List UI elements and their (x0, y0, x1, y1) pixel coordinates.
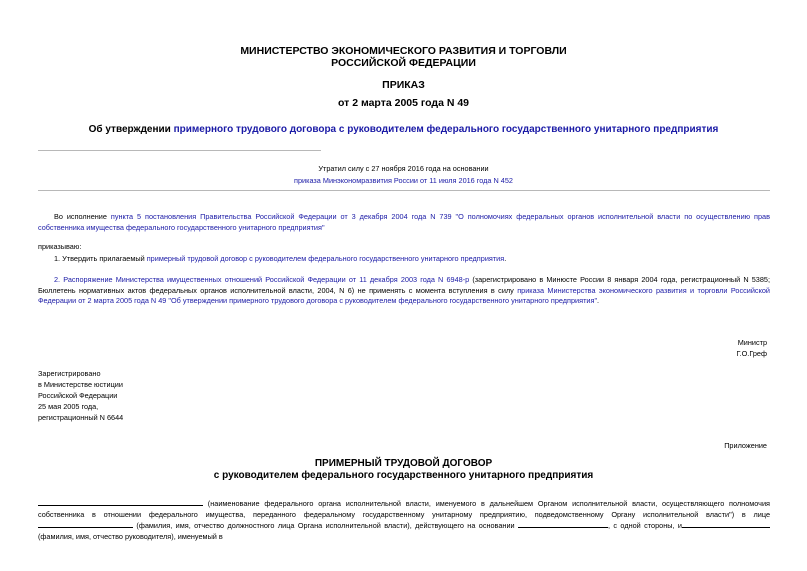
contract-intro-paragraph (38, 498, 770, 542)
blank-basis (518, 520, 608, 528)
contract-text1: (наименование федерального органа исполнительной власти, именуемого в дальнейшем Органом исполнительной власти, осуществляющего полномочия собственника в отношении федерального имущества, переданного федеральному государственному унитарному предприятию, подведомственному Органу исполнительной власти") в лице (38, 499, 770, 519)
blank-organ-name (38, 498, 203, 506)
contract-text3: , с одной стороны, и (607, 521, 682, 530)
lost-force-link[interactable]: приказа Минэкономразвития России от 11 июля 2016 года N 452 (294, 176, 513, 185)
appendix-label: Приложение (724, 441, 767, 450)
long-divider (38, 190, 770, 191)
registration-line2: в Министерстве юстиции (38, 380, 123, 389)
contract-text2: (фамилия, имя, отчество должностного лица Органа исполнительной власти), действующего на основании (133, 521, 518, 530)
item2-suffix: . (597, 296, 600, 305)
preamble-prefix: Во исполнение (54, 212, 111, 221)
item2-minecon-link[interactable]: приказа Министерства экономического развития и торговли Российской Федерации от 2 марта 2005 года N 49 "Об утверждении примерного трудового договора с руководителем федерального государственного унитарного предприятия" (38, 285, 770, 305)
registration-line5: регистрационный N 6644 (38, 413, 124, 422)
orders-word: приказываю: (38, 242, 82, 251)
ministry-title-line2: РОССИЙСКОЙ ФЕДЕРАЦИИ (331, 57, 476, 69)
signature-title: Министр (737, 338, 767, 347)
item1-link[interactable]: примерный трудовой договор с руководителем федерального государственного унитарного предприятия (146, 254, 505, 263)
item1-prefix: 1. Утвердить прилагаемый (54, 254, 147, 263)
appendix-title: ПРИМЕРНЫЙ ТРУДОВОЙ ДОГОВОР (314, 458, 493, 469)
short-divider (38, 150, 321, 151)
item1-suffix: . (504, 254, 507, 263)
preamble-paragraph (38, 212, 770, 233)
item1-paragraph (38, 254, 770, 265)
registration-line4: 25 мая 2005 года, (38, 402, 99, 411)
preamble-decree-link[interactable]: пункта 5 постановления Правительства Российской Федерации от 3 декабря 2004 года N 739 "О полномочиях федеральных органов исполнительной власти по осуществлению прав собственника имущества федерального государственного унитарного предприятия" (38, 212, 770, 232)
order-subject-link[interactable]: примерного трудового договора с руководителем федерального государственного унитарного предприятия (173, 124, 719, 135)
contract-text4: (фамилия, имя, отчество руководителя), именуемый в (38, 531, 223, 541)
blank-official-name (38, 520, 133, 528)
lost-force-line1: Утратил силу с 27 ноября 2016 года на основании (318, 164, 489, 173)
ministry-title-line1: МИНИСТЕРСТВО ЭКОНОМИЧЕСКОГО РАЗВИТИЯ И ТОРГОВЛИ (240, 45, 567, 57)
item2-order-link[interactable]: 2. Распоряжение Министерства имущественных отношений Российской Федерации от 11 декабря 2003 года N 6948-р (54, 275, 470, 284)
order-date-number: от 2 марта 2005 года N 49 (338, 97, 469, 109)
appendix-subtitle: с руководителем федерального государственного унитарного предприятия (213, 470, 594, 481)
blank-director-name (682, 520, 770, 528)
signature-name: Г.О.Греф (736, 349, 767, 358)
item2-text: (зарегистрировано в Минюсте России 8 января 2004 года, регистрационный N 5385; Бюллетень нормативных актов федеральных органов исполнительной власти, 2004, N 6) не применять с момента вступления в силу (38, 275, 770, 295)
order-subject (0, 124, 807, 136)
registration-line3: Российской Федерации (38, 391, 118, 400)
order-subject-prefix: Об утверждении (88, 124, 174, 135)
registration-line1: Зарегистрировано (38, 369, 101, 378)
item2-paragraph (38, 275, 770, 307)
order-title: ПРИКАЗ (382, 79, 425, 91)
